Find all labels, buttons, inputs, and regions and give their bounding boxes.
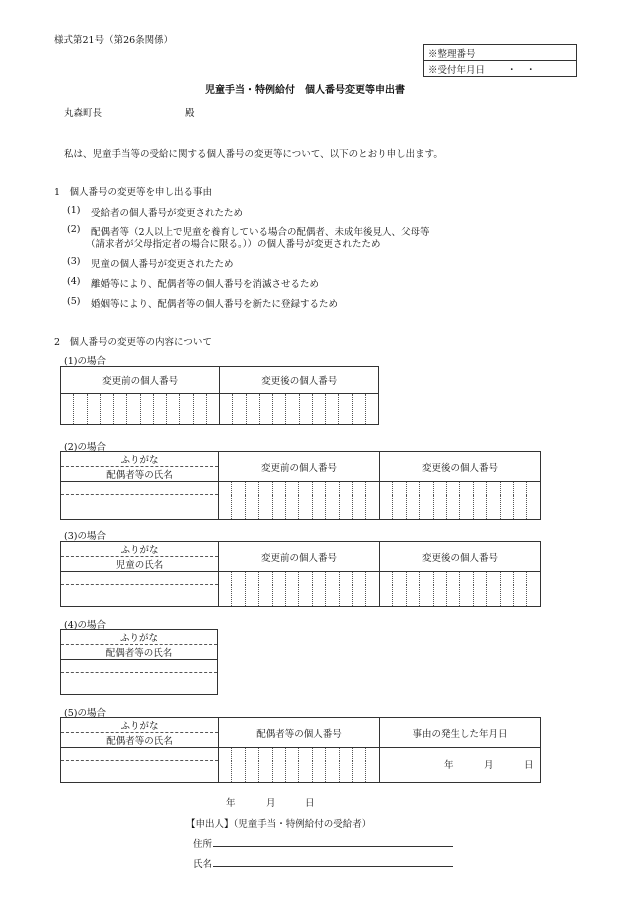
case5-month: 月	[484, 760, 494, 771]
digit-cell[interactable]	[140, 394, 153, 425]
digit-cell[interactable]	[326, 572, 339, 607]
applicant-label: 【申出人】（児童手当・特例給付の受給者）	[186, 819, 372, 830]
digit-cell[interactable]	[393, 572, 406, 607]
digit-cell[interactable]	[259, 394, 272, 425]
digit-cell[interactable]	[232, 748, 245, 783]
digit-cell[interactable]	[353, 572, 366, 607]
digit-cell[interactable]	[366, 748, 379, 783]
case2-after-header: 変更後の個人番号	[380, 452, 541, 482]
digit-cell[interactable]	[299, 748, 312, 783]
case1-label: (1)の場合	[64, 356, 106, 367]
digit-cell[interactable]	[339, 572, 352, 607]
digit-cell[interactable]	[220, 394, 233, 425]
digit-cell[interactable]	[326, 482, 339, 520]
digit-cell[interactable]	[527, 482, 541, 520]
case5-furigana-header: ふりがな	[61, 718, 219, 733]
digit-cell[interactable]	[272, 748, 285, 783]
case5-date-field[interactable]	[379, 748, 540, 783]
case2-label: (2)の場合	[64, 442, 106, 453]
digit-cell[interactable]	[299, 482, 312, 520]
case5-number-header: 配偶者等の個人番号	[219, 718, 380, 748]
digit-cell[interactable]	[487, 572, 500, 607]
receipt-number-label: ※整理番号	[424, 45, 577, 61]
case1-after-header: 変更後の個人番号	[220, 367, 379, 394]
digit-cell[interactable]	[219, 572, 232, 607]
digit-cell[interactable]	[245, 748, 258, 783]
digit-cell[interactable]	[326, 394, 339, 425]
digit-cell[interactable]	[259, 748, 272, 783]
digit-cell[interactable]	[487, 482, 500, 520]
reason-5-text: 婚姻等により、配偶者等の個人番号を新たに登録するため	[91, 299, 339, 310]
digit-cell[interactable]	[380, 572, 393, 607]
digit-cell[interactable]	[286, 394, 299, 425]
digit-cell[interactable]	[286, 482, 299, 520]
case4-furigana-field[interactable]	[61, 660, 218, 673]
digit-cell[interactable]	[473, 482, 486, 520]
digit-cell[interactable]	[219, 748, 232, 783]
digit-cell[interactable]	[100, 394, 113, 425]
case3-furigana-header: ふりがな	[61, 542, 219, 557]
digit-cell[interactable]	[514, 572, 527, 607]
form-label: 様式第21号（第26条関係）	[54, 35, 174, 46]
digit-cell[interactable]	[326, 748, 339, 783]
digit-cell[interactable]	[74, 394, 87, 425]
case5-day: 日	[524, 760, 534, 771]
case3-label: (3)の場合	[64, 531, 106, 542]
case4-name-field[interactable]	[61, 673, 218, 695]
case3-after-header: 変更後の個人番号	[380, 542, 541, 572]
digit-cell[interactable]	[272, 482, 285, 520]
sign-year: 年	[226, 798, 236, 809]
digit-cell[interactable]	[393, 482, 406, 520]
digit-cell[interactable]	[259, 482, 272, 520]
digit-cell[interactable]	[114, 394, 127, 425]
digit-cell[interactable]	[153, 394, 166, 425]
case4-furigana-header: ふりがな	[61, 630, 218, 645]
digit-cell[interactable]	[286, 748, 299, 783]
reason-1-text: 受給者の個人番号が変更されたため	[91, 208, 244, 219]
digit-cell[interactable]	[246, 394, 259, 425]
case3-name-field[interactable]	[61, 585, 219, 607]
digit-cell[interactable]	[193, 394, 206, 425]
case3-before-header: 変更前の個人番号	[219, 542, 380, 572]
case2-before-header: 変更前の個人番号	[219, 452, 380, 482]
case2-furigana-field[interactable]	[61, 482, 219, 495]
digit-cell[interactable]	[87, 394, 100, 425]
digit-cell[interactable]	[527, 572, 541, 607]
digit-cell[interactable]	[272, 572, 285, 607]
reason-1-num: (1)	[67, 205, 81, 216]
digit-cell[interactable]	[406, 482, 419, 520]
digit-cell[interactable]	[420, 482, 433, 520]
case5-year: 年	[444, 760, 454, 771]
case4-name-header: 配偶者等の氏名	[61, 645, 218, 660]
digit-cell[interactable]	[460, 572, 473, 607]
digit-cell[interactable]	[473, 572, 486, 607]
address-label: 住所	[193, 839, 213, 850]
reason-3-num: (3)	[67, 256, 81, 267]
digit-cell[interactable]	[245, 572, 258, 607]
addressee-honorific: 殿	[185, 108, 195, 119]
reason-2-text-cont: （請求者が父母指定者の場合に限る。））の個人番号が変更されたため	[86, 239, 381, 250]
case2-furigana-header: ふりがな	[61, 452, 219, 467]
digit-cell[interactable]	[312, 748, 325, 783]
sign-day: 日	[305, 798, 315, 809]
digit-cell[interactable]	[61, 394, 74, 425]
case1-before-header: 変更前の個人番号	[61, 367, 220, 394]
digit-cell[interactable]	[380, 482, 393, 520]
addressee-name: 丸森町長	[64, 108, 103, 119]
case3-furigana-field[interactable]	[61, 572, 219, 585]
reason-4-text: 離婚等により、配偶者等の個人番号を消滅させるため	[91, 279, 320, 290]
digit-cell[interactable]	[232, 572, 245, 607]
digit-cell[interactable]	[206, 394, 219, 425]
digit-cell[interactable]	[127, 394, 140, 425]
digit-cell[interactable]	[219, 482, 232, 520]
name-label: 氏名	[193, 859, 213, 870]
digit-cell[interactable]	[366, 572, 380, 607]
section1-heading: 1 個人番号の変更等を申し出る事由	[54, 187, 213, 198]
digit-cell[interactable]	[406, 572, 419, 607]
digit-cell[interactable]	[420, 572, 433, 607]
case2-name-field[interactable]	[61, 495, 219, 520]
case4-label: (4)の場合	[64, 620, 106, 631]
reason-2-num: (2)	[67, 224, 81, 235]
digit-cell[interactable]	[233, 394, 246, 425]
receipt-box	[423, 44, 577, 77]
digit-cell[interactable]	[433, 572, 446, 607]
digit-cell[interactable]	[259, 572, 272, 607]
digit-cell[interactable]	[500, 572, 513, 607]
digit-cell[interactable]	[500, 482, 513, 520]
digit-cell[interactable]	[339, 394, 352, 425]
digit-cell[interactable]	[167, 394, 180, 425]
receipt-date: ※受付年月日 ・ ・	[424, 61, 577, 77]
case5-date-header: 事由の発生した年月日	[379, 718, 540, 748]
case5-table	[60, 717, 541, 783]
section2-heading: 2 個人番号の変更等の内容について	[54, 337, 212, 348]
digit-cell[interactable]	[433, 482, 446, 520]
digit-cell[interactable]	[366, 482, 380, 520]
digit-cell[interactable]	[339, 748, 352, 783]
case5-name-field[interactable]	[61, 761, 219, 783]
case5-name-header: 配偶者等の氏名	[61, 733, 219, 748]
name-line[interactable]	[213, 866, 453, 867]
reason-3-text: 児童の個人番号が変更されたため	[91, 259, 234, 270]
page-title: 児童手当・特例給付 個人番号変更等申出書	[205, 85, 405, 96]
reason-4-num: (4)	[67, 276, 81, 287]
digit-cell[interactable]	[245, 482, 258, 520]
case2-table	[60, 451, 541, 520]
digit-cell[interactable]	[312, 482, 325, 520]
digit-cell[interactable]	[460, 482, 473, 520]
digit-cell[interactable]	[286, 572, 299, 607]
case3-name-header: 児童の氏名	[61, 557, 219, 572]
digit-cell[interactable]	[299, 394, 312, 425]
reason-2-text: 配偶者等（2人以上で児童を養育している場合の配偶者、未成年後見人、父母等	[91, 227, 430, 238]
digit-cell[interactable]	[353, 748, 366, 783]
digit-cell[interactable]	[312, 572, 325, 607]
case5-label: (5)の場合	[64, 708, 106, 719]
digit-cell[interactable]	[514, 482, 527, 520]
address-line[interactable]	[213, 846, 453, 847]
digit-cell[interactable]	[353, 482, 366, 520]
digit-cell[interactable]	[232, 482, 245, 520]
case3-table	[60, 541, 541, 607]
intro-text: 私は、児童手当等の受給に関する個人番号の変更等について、以下のとおり申し出ます。	[64, 149, 443, 160]
digit-cell[interactable]	[365, 394, 378, 425]
digit-cell[interactable]	[273, 394, 286, 425]
digit-cell[interactable]	[447, 482, 460, 520]
case5-furigana-field[interactable]	[61, 748, 219, 761]
digit-cell[interactable]	[447, 572, 460, 607]
case2-name-header: 配偶者等の氏名	[61, 467, 219, 482]
digit-cell[interactable]	[352, 394, 365, 425]
digit-cell[interactable]	[312, 394, 325, 425]
digit-cell[interactable]	[180, 394, 193, 425]
sign-month: 月	[266, 798, 276, 809]
case1-table	[60, 366, 379, 425]
case4-table	[60, 629, 218, 695]
digit-cell[interactable]	[299, 572, 312, 607]
reason-5-num: (5)	[67, 296, 81, 307]
digit-cell[interactable]	[339, 482, 352, 520]
